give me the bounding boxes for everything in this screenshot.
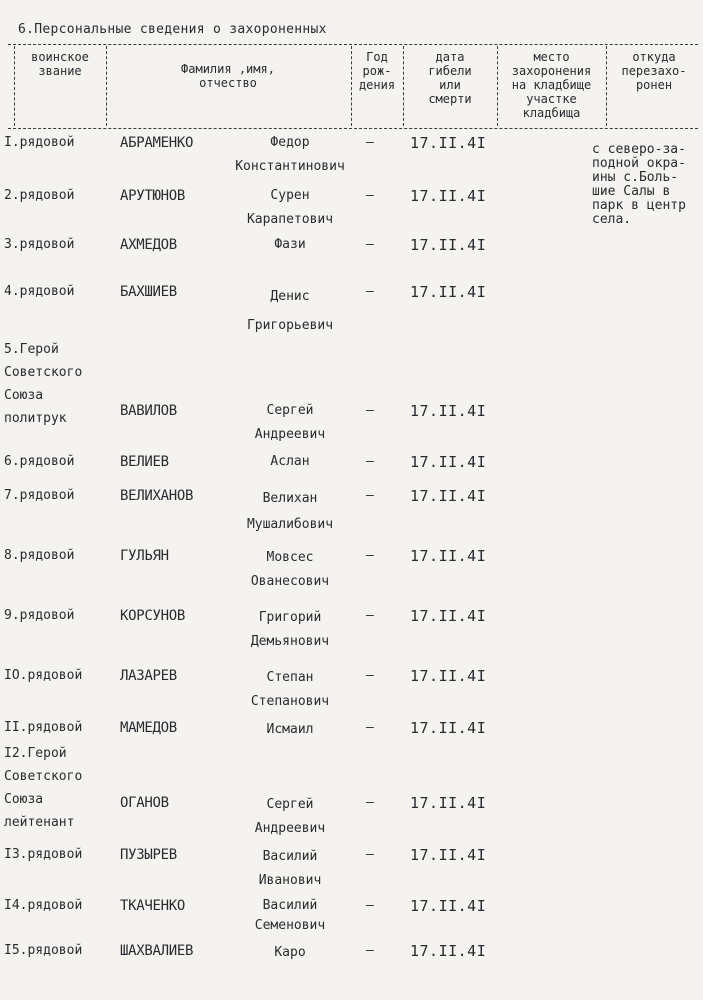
column-separator [403,46,404,126]
surname-cell: ТКАЧЕНКО [120,898,186,914]
rank-cell: I4.рядовой [4,898,83,913]
death-date-cell: 17.II.4I [410,402,487,420]
header-birth-year: Год рож- дения [358,50,396,92]
birth-year-cell: – [366,847,374,862]
death-date-cell: 17.II.4I [410,547,487,565]
birth-year-cell: – [366,488,374,503]
given-name-cell: Каро [274,945,306,960]
death-date-cell: 17.II.4I [410,794,487,812]
given-name-cell: Сурен Карапетович [246,188,334,227]
birth-year-cell: – [366,795,374,810]
death-date-cell: 17.II.4I [410,283,487,301]
birth-year-cell: – [366,284,374,299]
surname-cell: ОГАНОВ [120,795,169,811]
section-title: 6.Персональные сведения о захороненных [18,22,327,37]
death-date-cell: 17.II.4I [410,453,487,471]
surname-cell: АБРАМЕНКО [120,135,194,151]
death-date-cell: 17.II.4I [410,897,487,915]
death-date-cell: 17.II.4I [410,719,487,737]
header-origin: откуда перезахо- ронен [621,50,687,92]
surname-cell: ВЕЛИХАНОВ [120,488,194,504]
column-separator [497,46,498,126]
rank-cell: I2.Герой Советского Союза лейтенант [4,746,83,830]
birth-year-cell: – [366,898,374,913]
birth-year-cell: – [366,188,374,203]
death-date-cell: 17.II.4I [410,236,487,254]
rank-cell: I5.рядовой [4,943,83,958]
birth-year-cell: – [366,135,374,150]
surname-cell: АРУТЮНОВ [120,188,186,204]
given-name-cell: Велихан Мушалибович [246,491,334,532]
birth-year-cell: – [366,454,374,469]
given-name-cell: Григорий Демьянович [250,610,330,649]
column-separator [351,46,352,126]
surname-cell: БАХШИЕВ [120,284,177,300]
given-name-cell: Аслан [270,454,310,469]
birth-year-cell: – [366,608,374,623]
birth-year-cell: – [366,403,374,418]
birth-year-cell: – [366,668,374,683]
header-rank: воинское звание [31,50,89,78]
given-name-cell: Василий Иванович [258,849,322,888]
given-name-cell: Фази [274,237,306,252]
header-burial-place: место захоронения на кладбище участке кладбища [511,50,592,120]
given-name-cell: Федор Константинович [235,135,345,174]
surname-cell: ВЕЛИЕВ [120,454,169,470]
death-date-cell: 17.II.4I [410,607,487,625]
rank-cell: 4.рядовой [4,284,75,299]
rank-cell: 7.рядовой [4,488,75,503]
rank-cell: 6.рядовой [4,454,75,469]
death-date-cell: 17.II.4I [410,187,487,205]
surname-cell: ЛАЗАРЕВ [120,668,177,684]
given-name-cell: Сергей Андреевич [254,403,326,442]
birth-year-cell: – [366,548,374,563]
death-date-cell: 17.II.4I [410,667,487,685]
origin-note: с северо-за- подной окра- ины с.Боль- шие Салы в парк в центр села. [592,142,686,227]
rank-cell: 9.рядовой [4,608,75,623]
given-name-cell: Денис Григорьевич [246,289,334,333]
header-name: Фамилия ,имя, отчество [181,62,275,90]
surname-cell: ГУЛЬЯН [120,548,169,564]
birth-year-cell: – [366,720,374,735]
rank-cell: 8.рядовой [4,548,75,563]
rank-cell: II.рядовой [4,720,83,735]
rank-cell: I.рядовой [4,135,75,150]
surname-cell: АХМЕДОВ [120,237,177,253]
surname-cell: МАМЕДОВ [120,720,177,736]
birth-year-cell: – [366,237,374,252]
surname-cell: ПУЗЫРЕВ [120,847,177,863]
death-date-cell: 17.II.4I [410,134,487,152]
rank-cell: 5.Герой Советского Союза политрук [4,342,83,426]
surname-cell: ВАВИЛОВ [120,403,177,419]
given-name-cell: Сергей Андреевич [254,797,326,836]
death-date-cell: 17.II.4I [410,846,487,864]
death-date-cell: 17.II.4I [410,487,487,505]
header-top-rule [8,44,698,45]
given-name-cell: Степан Степанович [250,670,330,709]
given-name-cell: Мовсес Ованесович [250,550,330,589]
rank-cell: I3.рядовой [4,847,83,862]
rank-cell: 2.рядовой [4,188,75,203]
column-separator [14,46,15,126]
rank-cell: 3.рядовой [4,237,75,252]
surname-cell: ШАХВАЛИЕВ [120,943,194,959]
rank-cell: IO.рядовой [4,668,83,683]
given-name-cell: Исмаил [266,722,314,737]
surname-cell: КОРСУНОВ [120,608,186,624]
header-bottom-rule [8,128,698,129]
header-death-date: дата гибели или смерти [428,50,472,106]
death-date-cell: 17.II.4I [410,942,487,960]
column-separator [606,46,607,126]
given-name-cell: Василий Семенович [254,898,326,933]
column-separator [106,46,107,126]
birth-year-cell: – [366,943,374,958]
